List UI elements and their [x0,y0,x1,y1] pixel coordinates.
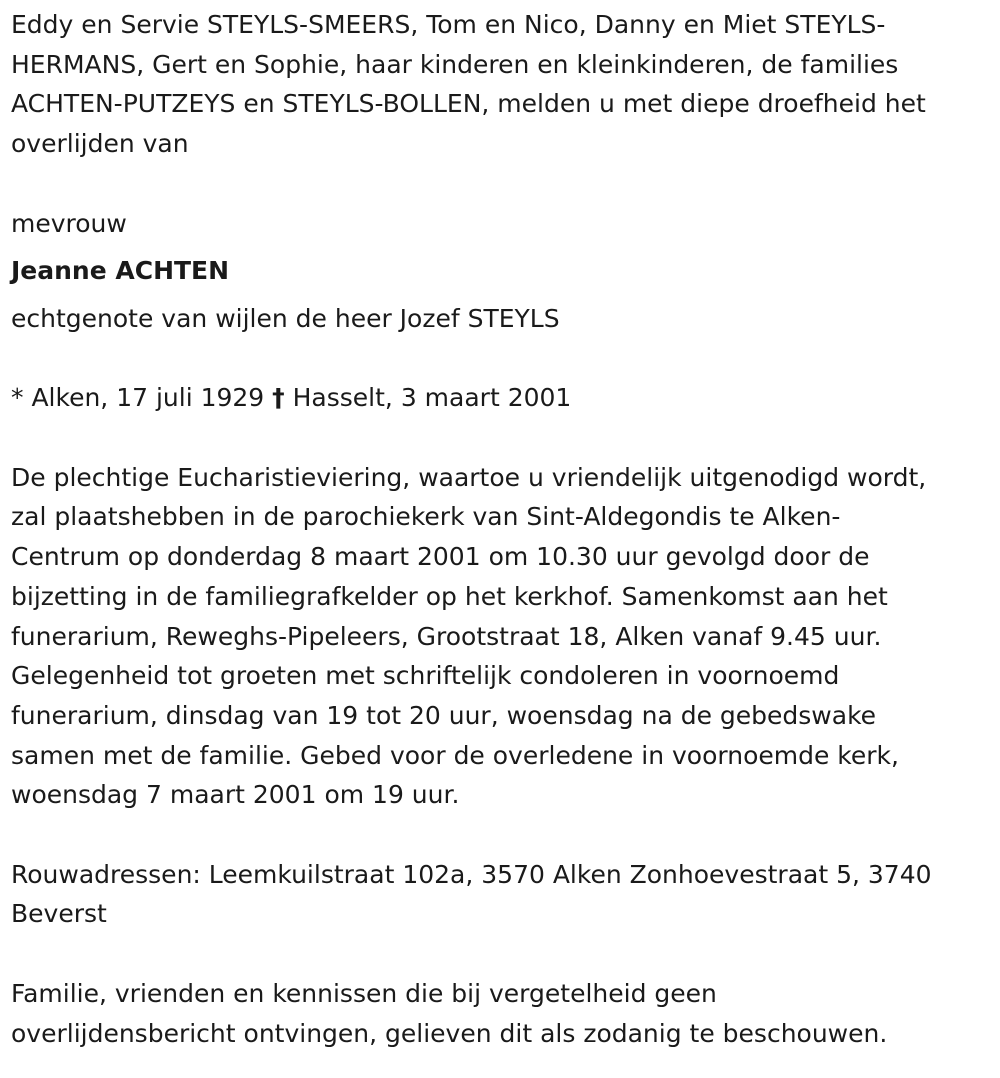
intro-line: ACHTEN-PUTZEYS en STEYLS-BOLLEN, melden u met diepe droefheid het [11,89,926,119]
closing-line: Familie, vrienden en kennissen die bij vergetelheid geen [11,978,717,1008]
address-line: Beverst [11,899,107,929]
cross-icon: † [272,383,285,413]
birth-text: * Alken, 17 juli 1929 [11,383,265,413]
intro-paragraph [11,5,988,164]
address-line: Rouwadressen: Leemkuilstraat 102a, 3570 Alken Zonhoevestraat 5, 3740 [11,859,932,889]
ceremony-line: Gelegenheid tot groeten met schriftelijk condoleren in voornoemd [11,661,840,691]
ceremony-line: zal plaatshebben in de parochiekerk van Sint-Aldegondis te Alken- [11,502,841,532]
ceremony-line: funerarium, dinsdag van 19 tot 20 uur, woensdag na de gebedswake [11,700,877,730]
intro-line: HERMANS, Gert en Sophie, haar kinderen en kleinkinderen, de families [11,49,899,79]
ceremony-line: samen met de familie. Gebed voor de overledene in voornoemde kerk, [11,740,899,770]
closing-paragraph [11,974,988,1053]
ceremony-line: Centrum op donderdag 8 maart 2001 om 10.30 uur gevolgd door de [11,542,870,572]
ceremony-line: bijzetting in de familiegrafkelder op het kerkhof. Samenkomst aan het [11,581,888,611]
intro-line: Eddy en Servie STEYLS-SMEERS, Tom en Nico, Danny en Miet STEYLS- [11,10,886,39]
spouse-line: echtgenote van wijlen de heer Jozef STEYLS [11,303,560,333]
ceremony-line: funerarium, Reweghs-Pipeleers, Grootstraat 18, Alken vanaf 9.45 uur. [11,621,882,651]
ceremony-line: woensdag 7 maart 2001 om 19 uur. [11,780,460,810]
deceased-name: Jeanne ACHTEN [11,256,230,286]
ceremony-line: De plechtige Eucharistieviering, waartoe u vriendelijk uitgenodigd wordt, [11,462,927,492]
intro-line: overlijden van [11,129,189,159]
salutation: mevrouw [11,208,127,238]
dates-line [11,378,988,418]
closing-line: overlijdensbericht ontvingen, gelieven dit als zodanig te beschouwen. [11,1018,888,1048]
address-paragraph [11,855,988,934]
ceremony-paragraph [11,458,988,815]
death-text: Hasselt, 3 maart 2001 [292,383,572,413]
